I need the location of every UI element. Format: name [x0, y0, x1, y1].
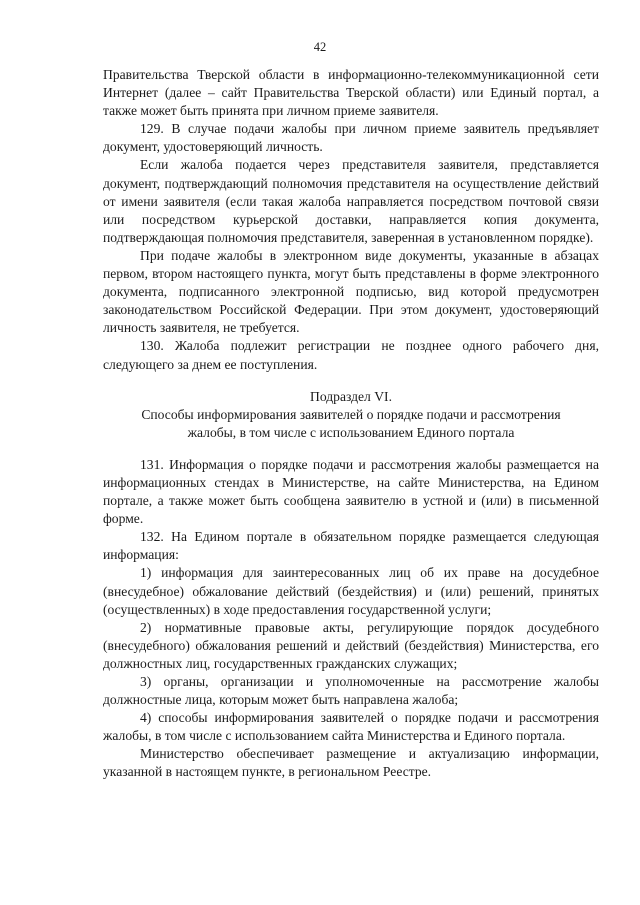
section-heading: Подраздел VI. [310, 388, 392, 404]
paragraph-130: 130. Жалоба подлежит регистрации не позднее одного рабочего дня, следующего за днем ее поступления. [103, 338, 599, 372]
paragraph-132: 132. На Едином портале в обязательном порядке размещается следующая информация: [103, 529, 599, 563]
list-item: 4) способы информирования заявителей о порядке подачи и рассмотрения жалобы, в том числе с использованием сайта Министерства и Единого портала. [103, 710, 599, 744]
paragraph-131: 131. Информация о порядке подачи и рассмотрения жалобы размещается на информационных стендах в Министерстве, на сайте Министерства, на Едином портале, а также может быть сообщена заявителю в устной и (или) в письменной форме. [103, 456, 599, 527]
list-item: 2) нормативные правовые акты, регулирующие порядок досудебного (внесудебного) обжалования решений и действий (бездействия) Министерства, его должностных лиц, государственных гражданских служащих; [103, 619, 599, 671]
page-number: 42 [313, 40, 327, 54]
document-body [103, 66, 599, 782]
paragraph: При подаче жалобы в электронном виде документы, указанные в абзацах первом, втором настоящего пункта, могут быть представлены в форме электронного документа, подписанного электронной подписью, вид которой предусмотрен законодательством Российской Федерации. При этом документ, удостоверяющий личность заявителя, не требуется. [103, 247, 599, 336]
section-title-line: жалобы, в том числе с использованием Единого портала [187, 424, 515, 440]
section-title-line: Способы информирования заявителей о порядке подачи и рассмотрения [141, 406, 561, 422]
paragraph: Правительства Тверской области в информационно-телекоммуникационной сети Интернет (далее – сайт Правительства Тверской области) или Единый портал, а также может быть принята при личном приеме заявителя. [103, 67, 599, 119]
list-item: 3) органы, организации и уполномоченные на рассмотрение жалобы должностные лица, которым может быть направлена жалоба; [103, 674, 599, 708]
paragraph-129: 129. В случае подачи жалобы при личном приеме заявитель предъявляет документ, удостоверяющий личность. [103, 121, 599, 155]
paragraph: Министерство обеспечивает размещение и актуализацию информации, указанной в настоящем пункте, в региональном Реестре. [103, 746, 599, 780]
list-item: 1) информация для заинтересованных лиц об их праве на досудебное (внесудебное) обжалование действий (бездействия) и (или) решений, принятых (осуществленных) в ходе предоставления государственной услуги; [103, 565, 599, 617]
paragraph: Если жалоба подается через представителя заявителя, представляется документ, подтверждающий полномочия представителя на осуществление действий от имени заявителя (если такая жалоба направляется посредством почтовой связи или посредством курьерской доставки, направляется копия документа, подтверждающая полномочия представителя, заверенная в установленном порядке). [103, 157, 599, 245]
